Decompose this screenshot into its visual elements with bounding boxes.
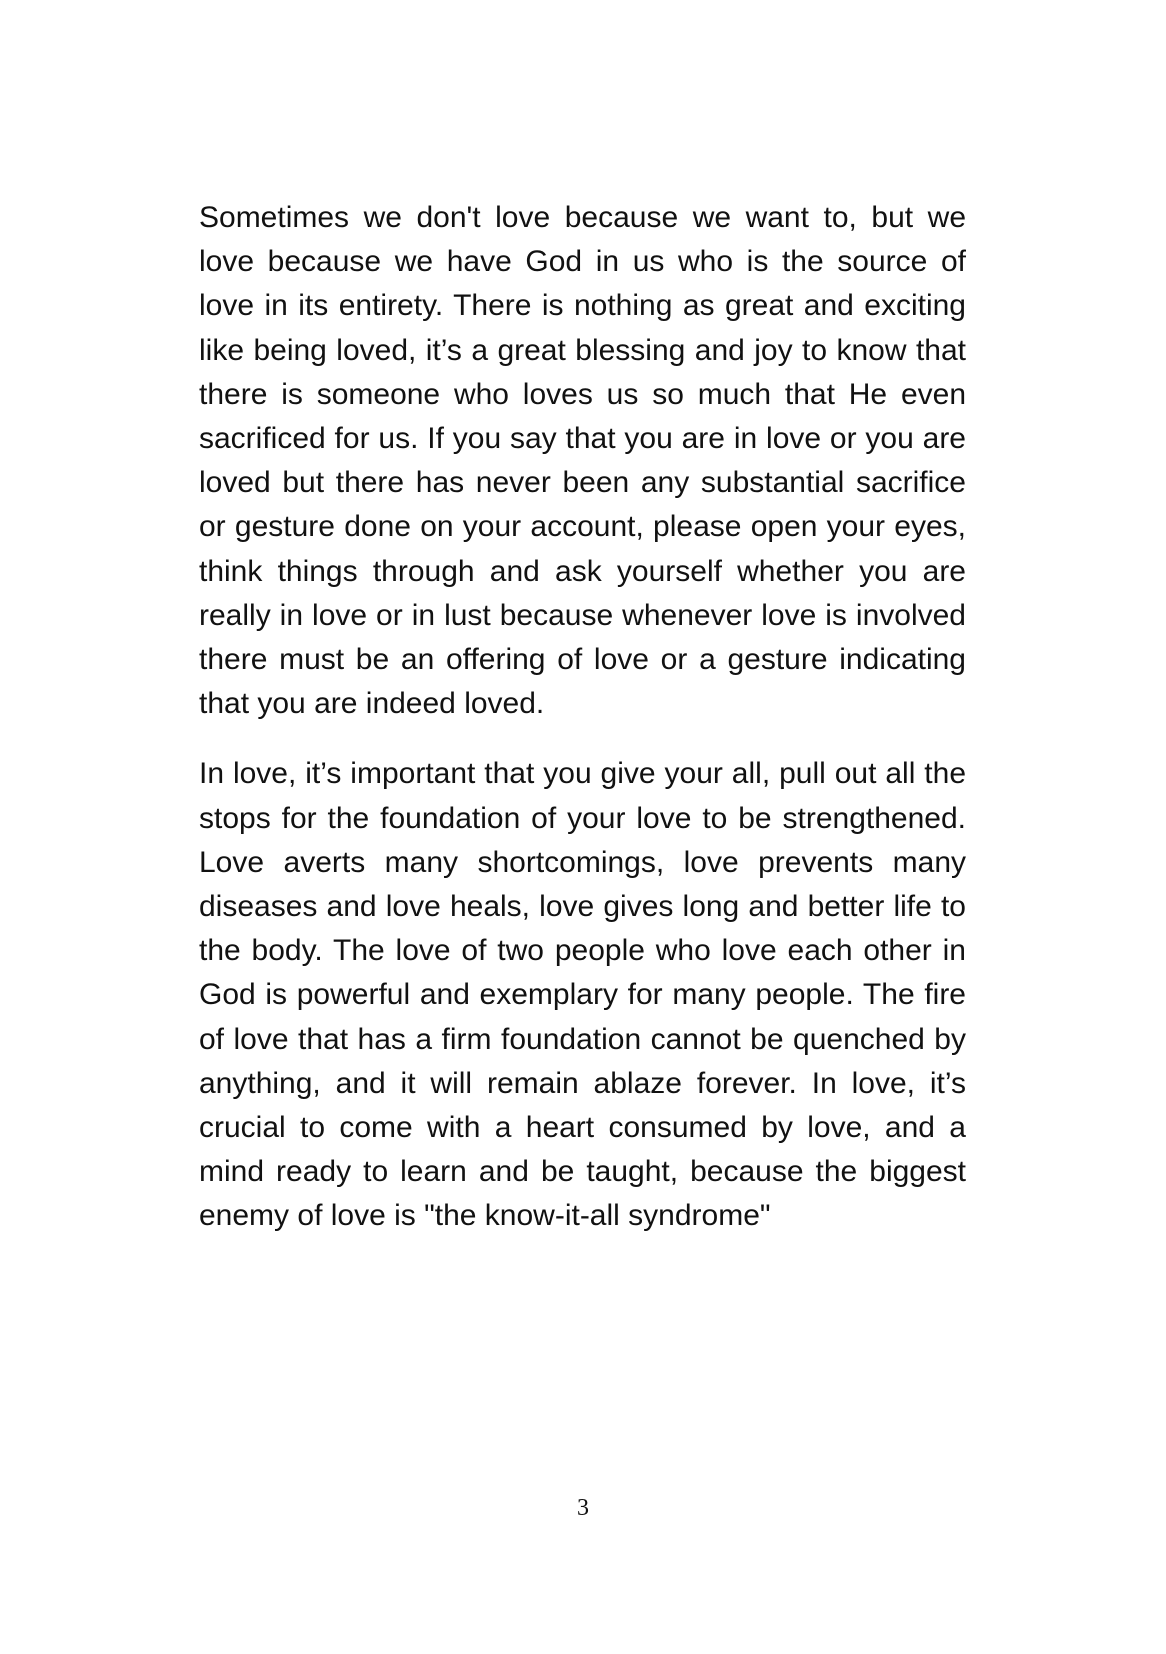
- body-text: [199, 196, 966, 1239]
- paragraph-1: Sometimes we don't love because we want to, but we love because we have God in us who is the source of love in its entirety. There is nothing as great and exciting like being loved, it’s a great blessing and joy to know that there is someone who loves us so much that He even sacrificed for us. If you say that you are in love or you are loved but there has never been any substantial sacrifice or gesture done on your account, please open your eyes, think things through and ask yourself whether you are really in love or in lust because whenever love is involved there must be an offering of love or a gesture indicating that you are indeed loved.: [199, 201, 966, 721]
- paragraph-2: In love, it’s important that you give your all, pull out all the stops for the foundation of your love to be strengthened. Love averts many shortcomings, love prevents many diseases and love heals, love gives long and better life to the body. The love of two people who love each other in God is powerful and exemplary for many people. The fire of love that has a firm foundation cannot be quenched by anything, and it will remain ablaze forever. In love, it’s crucial to come with a heart consumed by love, and a mind ready to learn and be taught, because the biggest enemy of love is "the know-it-all syndrome": [199, 757, 966, 1233]
- page-number: 3: [577, 1495, 589, 1521]
